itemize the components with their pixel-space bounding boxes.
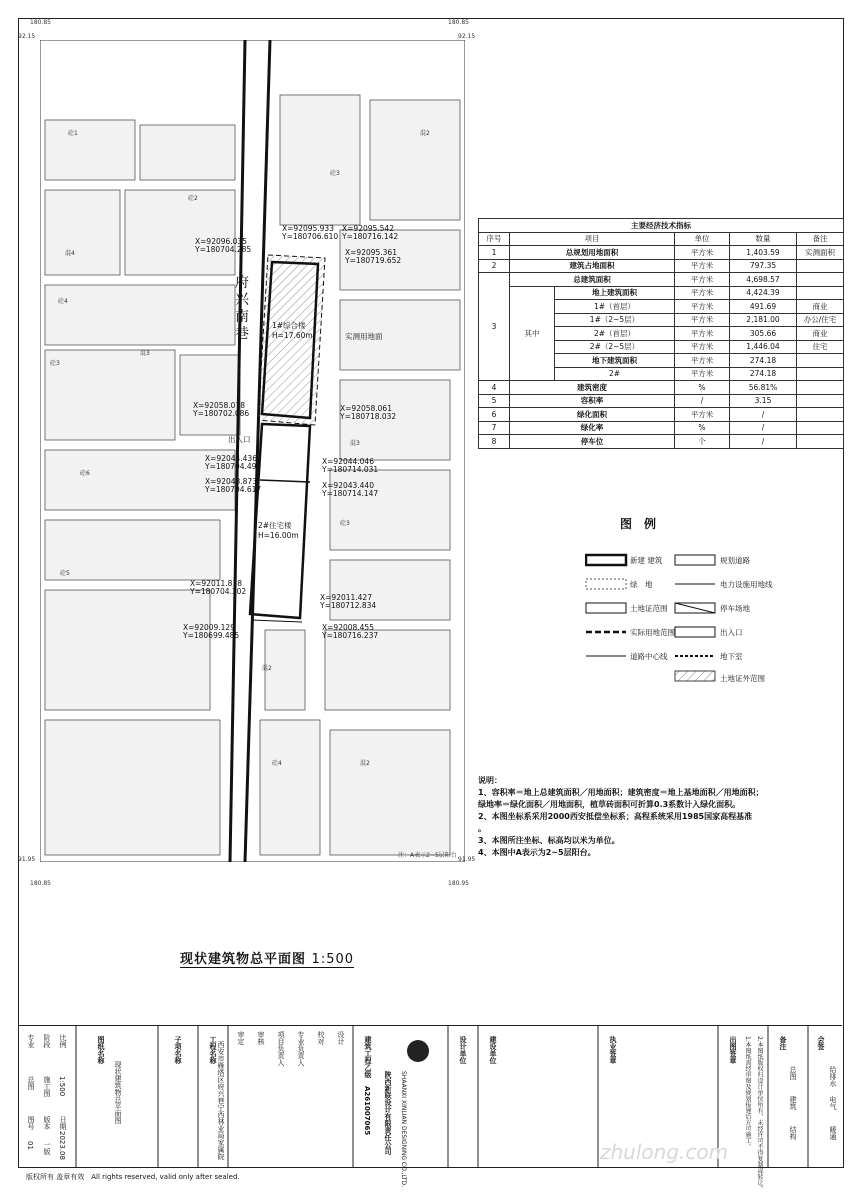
client-label: 建设单位 [489, 1036, 497, 1064]
field-phase: 阶段 [43, 1034, 51, 1048]
table-row: 地下建筑面积 平方米 274.18 [479, 354, 844, 368]
table-row: 6 绿化面积 平方米 / [479, 408, 844, 422]
table-row: 2# 平方米 274.18 [479, 367, 844, 381]
countersign-label: 会签 [817, 1036, 825, 1050]
map-note: 注：A表示2~5层阳台 [398, 852, 457, 859]
coord-br-right: 91.95 [458, 856, 476, 863]
field-date: 日期 [59, 1116, 67, 1130]
house-label: 砼1 [68, 130, 78, 137]
drawing-name: 现状建筑物总平面图 [114, 1061, 122, 1124]
house-label: 砼3 [50, 360, 60, 367]
company-name: 陕西新联设计有限责任公司 [384, 1071, 392, 1155]
coord-tl-top: 180.85 [30, 19, 51, 26]
field-version: 版本 [43, 1116, 51, 1130]
legend-actual-site: 实际用地范围 [630, 628, 675, 637]
field-version-value: 一版 [43, 1141, 51, 1155]
legend-parking: 停车场地 [720, 604, 750, 613]
legend-basement: 地下室 [720, 652, 743, 661]
cs-general: 总图 [789, 1066, 797, 1080]
site-plan-map [40, 40, 465, 862]
role-approve: 审定 [237, 1031, 245, 1045]
coord-tr-top: 180.85 [448, 19, 469, 26]
role-check: 校对 [317, 1031, 325, 1045]
existing-buildings [45, 95, 460, 855]
table-row: 2#（2~5层） 平方米 1,446.04 住宅 [479, 340, 844, 354]
table-row: 7 绿化率 % / [479, 421, 844, 435]
legend-new-building: 新建 建筑 [630, 556, 663, 565]
coord-tl-left: 92.15 [18, 33, 36, 40]
coord-bl-bottom: 180.85 [30, 880, 51, 887]
table-row: 3 总建筑面积 平方米 4,698.57 [479, 273, 844, 287]
legend-green: 绿 地 [630, 580, 653, 589]
legend-symbols [585, 553, 835, 683]
entrance-label: 出入口 [228, 435, 251, 444]
point-9: X=92043.873 Y=180704.617 [205, 477, 262, 494]
house-label: 砼4 [272, 760, 282, 767]
point-8: X=92044.046 Y=180714.031 [322, 457, 379, 474]
field-phase-value: 施工图 [43, 1076, 51, 1097]
watermark: zhulong.com [600, 1140, 729, 1164]
table-row: 4 建筑密度 % 56.81% [479, 381, 844, 395]
sub-item-label: 子项名称 [174, 1036, 182, 1064]
project-name: 西安市雁塔区府兴巷宁西林业局家属院 [217, 1041, 225, 1160]
legend-title: 图 例 [620, 517, 657, 531]
legend-outside-cert: 土地证外范围 [720, 674, 765, 683]
field-major: 专业 [27, 1034, 35, 1048]
role-design: 设计 [337, 1031, 345, 1045]
street-name: 府兴南巷 [235, 275, 249, 342]
building-1-label: 1#综合楼 [272, 321, 306, 330]
house-label: 混4 [65, 250, 75, 257]
point-13: X=92009.129 Y=180699.485 [183, 623, 240, 640]
cs-electric: 电气 [829, 1096, 837, 1110]
table-row: 2 建筑占地面积 平方米 797.35 [479, 259, 844, 273]
point-11: X=92011.818 Y=180704.302 [190, 579, 247, 596]
role-review: 审核 [257, 1031, 265, 1045]
table-row: 2#（首层） 平方米 305.66 商业 [479, 327, 844, 341]
house-label: 混2 [360, 760, 370, 767]
cs-hvac: 暖通 [829, 1126, 837, 1140]
coord-br-bottom: 180.95 [448, 880, 469, 887]
table-row: 8 停车位 个 / [479, 435, 844, 449]
table-row: 其中 地上建筑面积 平方米 4,424.39 [479, 286, 844, 300]
drawing-title: 现状建筑物总平面图 1:500 [180, 948, 354, 968]
table-row: 5 容积率 / 3.15 [479, 394, 844, 408]
reg-seal-label: 执业签章 [609, 1036, 617, 1064]
field-drawing-no-value: 01 [26, 1141, 34, 1150]
cert-label: 建筑工程乙级 [364, 1036, 372, 1078]
cs-plumbing: 给排水 [829, 1066, 837, 1087]
tech-indicators-table: 主要经济技术指标 序号 项目 单位 数量 备注 1 总规划用地面积 平方米 1,403.59 实测面积 2 建筑占地面积 平方米 797.35 3 总建筑面积 平方米 4,698.57 其中 地上建筑面积 平方米 4,424.39 1#（首层） 平方米 491.69 商业 1#（2~5层） 平方米 2,181.00 办公/住宅 2#（首层） 平方米 305.66 商业 2#（2~5层） 平方米 1,446.04 住宅 地下建筑面积 平方米 274.18 2# 平方米 274.18 4 建筑密度 % 56.81% 5 容积率 / 3.15 6 绿化面积 平方米 / 7 绿化率 % / 8 停车位 个 / [478, 218, 844, 449]
project-label: 工程名称 [209, 1036, 217, 1064]
legend-road-center: 道路中心线 [630, 652, 668, 661]
building-2-height: H=16.00m [258, 531, 299, 540]
field-drawing-no: 图号 [27, 1116, 35, 1130]
site-label: 实测用地面 [345, 332, 383, 341]
legend-planned-road: 规划道路 [720, 556, 750, 565]
notes: 说明： 1、容积率＝地上总建筑面积／用地面积；建筑密度＝地上基地面积／用地面积； 绿地率＝绿化面积／用地面积，植草砖面积可折算0.3系数计入绿化面积。 2、本图坐标系采用2000西安抵偿坐标系；高程系统采用1985国家高程基准 。 3、本图所注坐标、标高均以米为单位。 4、本图中A表示为2~5层阳台。 [478, 776, 764, 857]
cs-struct: 结构 [789, 1126, 797, 1140]
table-title: 主要经济技术指标 [479, 219, 844, 233]
issue-seal-label: 出图签章 [729, 1036, 737, 1064]
house-label: 混3 [350, 440, 360, 447]
table-row: 1 总规划用地面积 平方米 1,403.59 实测面积 [479, 246, 844, 260]
house-label: 混3 [140, 350, 150, 357]
point-5: X=92058.078 Y=180702.086 [193, 401, 250, 418]
point-4: X=92095.361 Y=180719.652 [345, 248, 402, 265]
house-label: 砼3 [340, 520, 350, 527]
coord-bl-left: 91.95 [18, 856, 36, 863]
coord-tr-right: 92.15 [458, 33, 476, 40]
table-row: 1#（首层） 平方米 491.69 商业 [479, 300, 844, 314]
point-6: X=92058.061 Y=180718.032 [340, 404, 397, 421]
field-major-value: 总图 [27, 1076, 35, 1090]
house-label: 混2 [262, 665, 272, 672]
cs-arch: 建筑 [789, 1096, 797, 1110]
remark-2: 2.本图纸版权归设计单位所有，未经许可不得复制或转让。 [756, 1036, 763, 1192]
legend-land-cert: 土地证范围 [630, 604, 668, 613]
field-date-value: 2023.08 [58, 1131, 66, 1160]
field-scale-value: 1:500 [58, 1076, 66, 1097]
building-1-height: H=17.60m [272, 331, 313, 340]
point-2: X=92095.933 Y=180706.610 [282, 224, 339, 241]
remark-1: 1.本图纸需经审图及规划报建后方可施工。 [744, 1036, 751, 1150]
field-scale: 比例 [59, 1034, 67, 1048]
legend-power-line: 电力设施用地线 [720, 580, 773, 589]
remark-label: 备注 [779, 1036, 787, 1050]
cert-no: A261007065 [363, 1086, 371, 1136]
house-label: 砼3 [330, 170, 340, 177]
point-12: X=92011.427 Y=180712.834 [320, 593, 377, 610]
house-label: 混2 [420, 130, 430, 137]
role-discipline-lead: 专业负责人 [297, 1031, 305, 1066]
point-10: X=92043.440 Y=180714.147 [322, 481, 379, 498]
building-2-label: 2#住宅楼 [258, 521, 292, 530]
house-label: 砼6 [80, 470, 90, 477]
point-1: X=92096.035 Y=180704.285 [195, 237, 252, 254]
point-7: X=92044.436 Y=180704.490 [205, 454, 262, 471]
legend-entrance: 出入口 [720, 628, 743, 637]
role-pm: 项目负责人 [277, 1031, 285, 1066]
table-row: 1#（2~5层） 平方米 2,181.00 办公/住宅 [479, 313, 844, 327]
point-3: X=92095.542 Y=180716.142 [342, 224, 399, 241]
point-14: X=92008.455 Y=180716.237 [322, 623, 379, 640]
house-label: 砼5 [60, 570, 70, 577]
copyright-footer: 版权所有 盖章有效 All rights reserved, valid only after sealed. [26, 1173, 240, 1181]
house-label: 砼2 [188, 195, 198, 202]
drawing-name-label: 图纸名称 [97, 1036, 105, 1064]
design-unit-label: 设计单位 [459, 1036, 467, 1064]
house-label: 砼4 [58, 298, 68, 305]
company-en: SHAANXI XINLIAN DESIGNING CO.,LTD. [400, 1071, 407, 1188]
